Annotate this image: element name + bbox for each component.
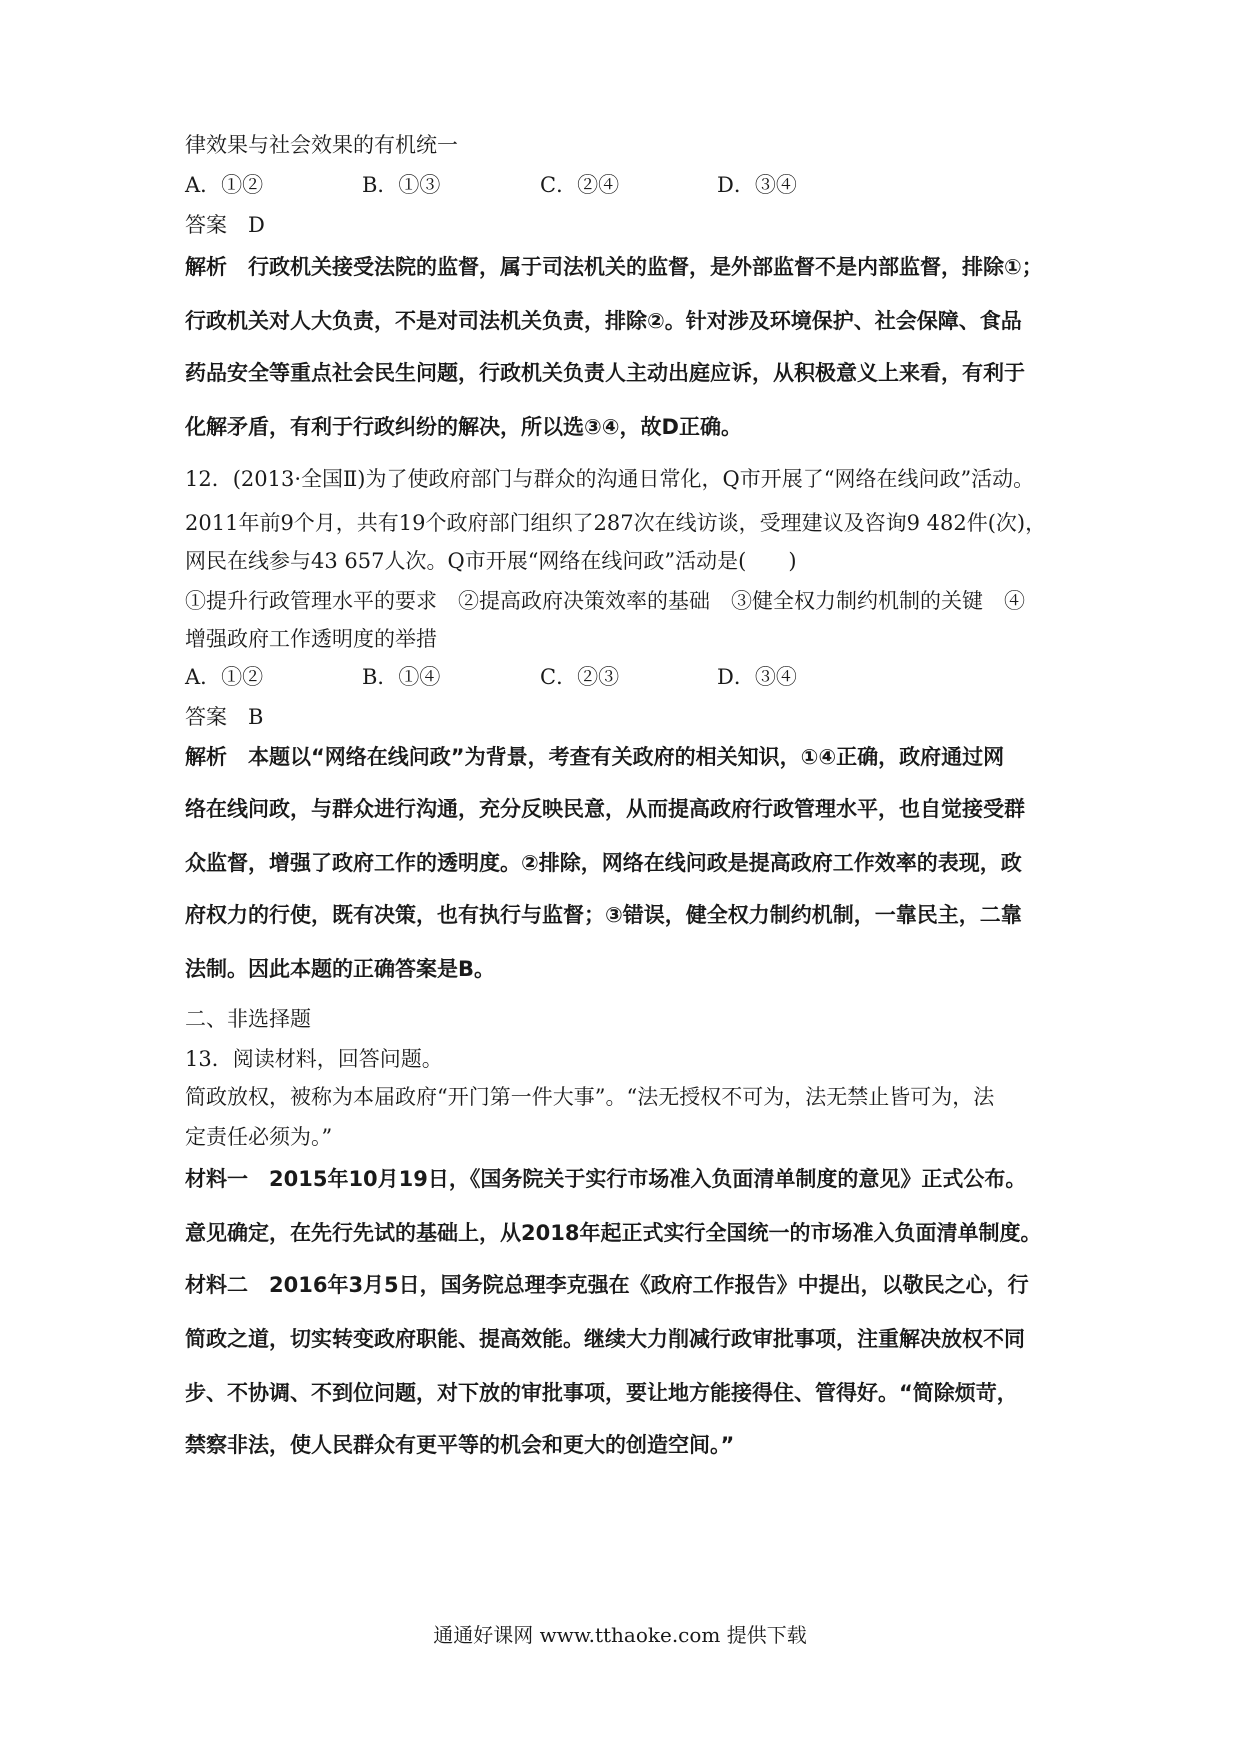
q11-option-c: C．②④ [540, 173, 620, 197]
q11-analysis-line: 行政机关对人大负责，不是对司法机关负责，排除②。针对涉及环境保护、社会保障、食品 [185, 309, 1022, 333]
q12-analysis-line: 众监督，增强了政府工作的透明度。②排除，网络在线问政是提高政府工作效率的表现，政 [185, 851, 1022, 875]
q13-stem-line: 定责任必须为。” [185, 1125, 333, 1149]
q13-stem-line: 13．阅读材料，回答问题。 [185, 1047, 443, 1071]
page-footer: 通通好课网 www.tthaoke.com 提供下载 [433, 1623, 807, 1647]
q12-stem-line: ①提升行政管理水平的要求 ②提高政府决策效率的基础 ③健全权力制约机制的关键 ④ [185, 589, 1025, 613]
q11-analysis-line: 解析 行政机关接受法院的监督，属于司法机关的监督，是外部监督不是内部监督，排除①； [185, 255, 1043, 279]
q12-stem-line: 12．(2013·全国Ⅱ)为了使政府部门与群众的沟通日常化，Q市开展了“网络在线问政”活动。 [185, 467, 1035, 491]
q12-answer: 答案 B [185, 705, 264, 729]
q12-stem-line: 增强政府工作透明度的举措 [185, 627, 437, 651]
q11-analysis-line: 药品安全等重点社会民生问题，行政机关负责人主动出庭应诉，从积极意义上来看，有利于 [185, 361, 1025, 385]
q13-material2-line: 材料二 2016年3月5日，国务院总理李克强在《政府工作报告》中提出，以敬民之心，行 [185, 1273, 1029, 1297]
q13-material2-line: 步、不协调、不到位问题，对下放的审批事项，要让地方能接得住、管得好。“简除烦苛， [185, 1381, 1018, 1405]
q11-option-d: D．③④ [717, 173, 797, 197]
q12-option-d: D．③④ [717, 665, 797, 689]
q11-option-a: A．①② [185, 173, 264, 197]
q13-material2-line: 禁察非法，使人民群众有更平等的机会和更大的创造空间。” [185, 1433, 735, 1457]
q13-material2-line: 简政之道，切实转变政府职能、提高效能。继续大力削减行政审批事项，注重解决放权不同 [185, 1327, 1025, 1351]
q11-answer: 答案 D [185, 213, 265, 237]
q13-stem-line: 简政放权，被称为本届政府“开门第一件大事”。“法无授权不可为，法无禁止皆可为，法 [185, 1085, 995, 1109]
q12-option-c: C．②③ [540, 665, 620, 689]
q12-analysis-line: 法制。因此本题的正确答案是B。 [185, 957, 496, 981]
q13-material1-line: 意见确定，在先行先试的基础上，从2018年起正式实行全国统一的市场准入负面清单制度。 [185, 1221, 1042, 1245]
q12-stem-line: 2011年前9个月，共有19个政府部门组织了287次在线访谈，受理建议及咨询9 482件(次)， [185, 511, 1047, 535]
q11-option-b: B．①③ [362, 173, 441, 197]
q12-stem-line: 网民在线参与43 657人次。Q市开展“网络在线问政”活动是( ) [185, 549, 797, 573]
q12-option-b: B．①④ [362, 665, 441, 689]
q11-analysis-line: 化解矛盾，有利于行政纠纷的解决，所以选③④，故D正确。 [185, 415, 742, 439]
q12-option-a: A．①② [185, 665, 264, 689]
q12-analysis-line: 络在线问政，与群众进行沟通，充分反映民意，从而提高政府行政管理水平，也自觉接受群 [185, 797, 1025, 821]
q12-analysis-line: 解析 本题以“网络在线问政”为背景，考查有关政府的相关知识，①④正确，政府通过网 [185, 745, 1005, 769]
q11-stem-line: 律效果与社会效果的有机统一 [185, 133, 458, 157]
q12-analysis-line: 府权力的行使，既有决策，也有执行与监督；③错误，健全权力制约机制，一靠民主，二靠 [185, 903, 1022, 927]
section-title: 二、非选择题 [185, 1007, 311, 1031]
q13-material1-line: 材料一 2015年10月19日，《国务院关于实行市场准入负面清单制度的意见》正式公布。 [185, 1167, 1027, 1191]
